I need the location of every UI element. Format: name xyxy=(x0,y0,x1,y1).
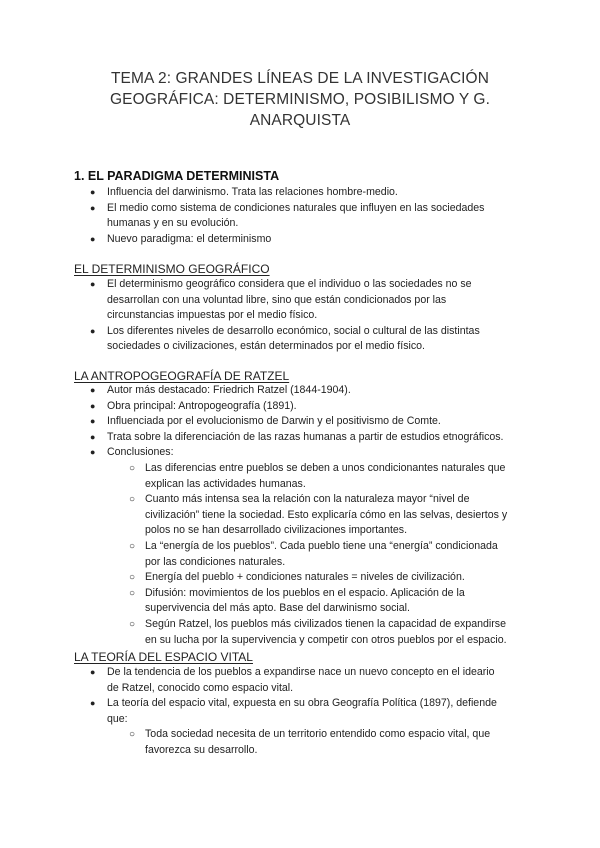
list-item-line: Energía del pueblo + condiciones naturales = niveles de civilización. xyxy=(145,571,465,584)
list-item-line: civilización” tiene la sociedad. Esto explicaría cómo en las selvas, desiertos y xyxy=(145,508,508,521)
list-item-line: Las diferencias entre pueblos se deben a unos condicionantes naturales que xyxy=(145,462,506,474)
list-item-line: Conclusiones: xyxy=(107,446,174,459)
list-item-line: circunstancias impuestas por el medio físico. xyxy=(107,309,318,322)
sub-bullet-icon: ○ xyxy=(129,587,136,599)
bullet-icon: ● xyxy=(90,325,96,336)
list-item-line: humanas y en su evolución. xyxy=(107,217,239,230)
list-item-line: Según Ratzel, los pueblos más civilizados tienen la capacidad de expandirse xyxy=(145,618,506,630)
list-item-line: favorezca su desarrollo. xyxy=(145,743,258,756)
sub-bullet-icon: ○ xyxy=(129,463,136,474)
list-item-line: por las condiciones naturales. xyxy=(145,555,286,568)
sub-bullet-icon: ○ xyxy=(129,729,136,740)
list-item-line: polos no se han desarrollado civilizaciones importantes. xyxy=(145,524,408,537)
bullet-icon: ● xyxy=(90,447,96,458)
list-item-line: supervivencia del más apto. Base del darwinismo social. xyxy=(145,602,410,615)
bullet-icon: ● xyxy=(90,187,96,197)
section-1-heading: 1. EL PARADIGMA DETERMINISTA xyxy=(74,169,280,183)
list-item-line: en su lucha por la supervivencia y competir con otros pueblos por el espacio. xyxy=(145,633,507,646)
bullet-icon: ● xyxy=(90,202,96,213)
bullet-icon: ● xyxy=(90,400,96,411)
bullet-icon: ● xyxy=(90,233,96,244)
list-item-line: explican las actividades humanas. xyxy=(145,477,306,490)
list-item-line: desarrollan con una voluntad libre, sino que están condicionados por las xyxy=(107,293,447,306)
sub-bullet-icon: ○ xyxy=(129,494,136,506)
section-3-heading: LA ANTROPOGEOGRAFÍA DE RATZEL xyxy=(74,369,290,383)
sub-bullet-icon: ○ xyxy=(129,572,136,584)
list-item-line: La teoría del espacio vital, expuesta en su obra Geografía Política (1897), defiende xyxy=(107,697,497,710)
sub-bullet-icon: ○ xyxy=(129,619,136,630)
list-item-line: Los diferentes niveles de desarrollo económico, social o cultural de las distintas xyxy=(107,324,480,337)
bullet-icon: ● xyxy=(90,416,96,427)
list-item-line: La “energía de los pueblos”. Cada pueblo tiene una “energía” condicionada xyxy=(145,540,498,552)
list-item-line: De la tendencia de los pueblos a expandirse nace un nuevo concepto en el ideario xyxy=(107,666,495,678)
list-item-line: Autor más destacado: Friedrich Ratzel (1844-1904). xyxy=(107,384,351,396)
sub-bullet-icon: ○ xyxy=(129,541,136,552)
bullet-icon: ● xyxy=(90,698,96,709)
section-4-heading: LA TEORÍA DEL ESPACIO VITAL xyxy=(74,650,253,664)
list-item-line: Toda sociedad necesita de un territorio entendido como espacio vital, que xyxy=(145,728,491,740)
list-item-line: Influencia del darwinismo. Trata las relaciones hombre-medio. xyxy=(107,186,398,198)
bullet-icon: ● xyxy=(90,279,96,289)
title-line-1: TEMA 2: GRANDES LÍNEAS DE LA INVESTIGACIÓN xyxy=(110,70,490,87)
title-line-3: ANARQUISTA xyxy=(249,112,351,129)
bullet-icon: ● xyxy=(90,431,96,442)
list-item-line: Trata sobre la diferenciación de las razas humanas a partir de estudios etnográficos. xyxy=(107,430,504,443)
document-title xyxy=(60,68,540,131)
list-item-line: Influenciada por el evolucionismo de Darwin y el positivismo de Comte. xyxy=(107,415,441,428)
list-item-line: El determinismo geográfico considera que el individuo o las sociedades no se xyxy=(107,278,472,290)
bullet-icon: ● xyxy=(90,667,96,677)
list-item-line: El medio como sistema de condiciones naturales que influyen en las sociedades xyxy=(107,201,485,214)
list-item-line: Difusión: movimientos de los pueblos en el espacio. Aplicación de la xyxy=(145,586,465,599)
list-item-line: Cuanto más intensa sea la relación con la naturaleza mayor “nivel de xyxy=(145,493,470,506)
section-2-heading: EL DETERMINISMO GEOGRÁFICO xyxy=(74,262,270,276)
list-item-line: que: xyxy=(107,712,128,725)
list-item-line: de Ratzel, conocido como espacio vital. xyxy=(107,681,294,694)
list-item-line: Obra principal: Antropogeografía (1891). xyxy=(107,399,297,412)
list-item-line: sociedades o civilizaciones, están determinados por el medio físico. xyxy=(107,340,425,353)
bullet-icon: ● xyxy=(90,385,96,395)
list-item-line: Nuevo paradigma: el determinismo xyxy=(107,232,272,245)
title-line-2: GEOGRÁFICA: DETERMINISMO, POSIBILISMO Y G. xyxy=(110,91,490,108)
